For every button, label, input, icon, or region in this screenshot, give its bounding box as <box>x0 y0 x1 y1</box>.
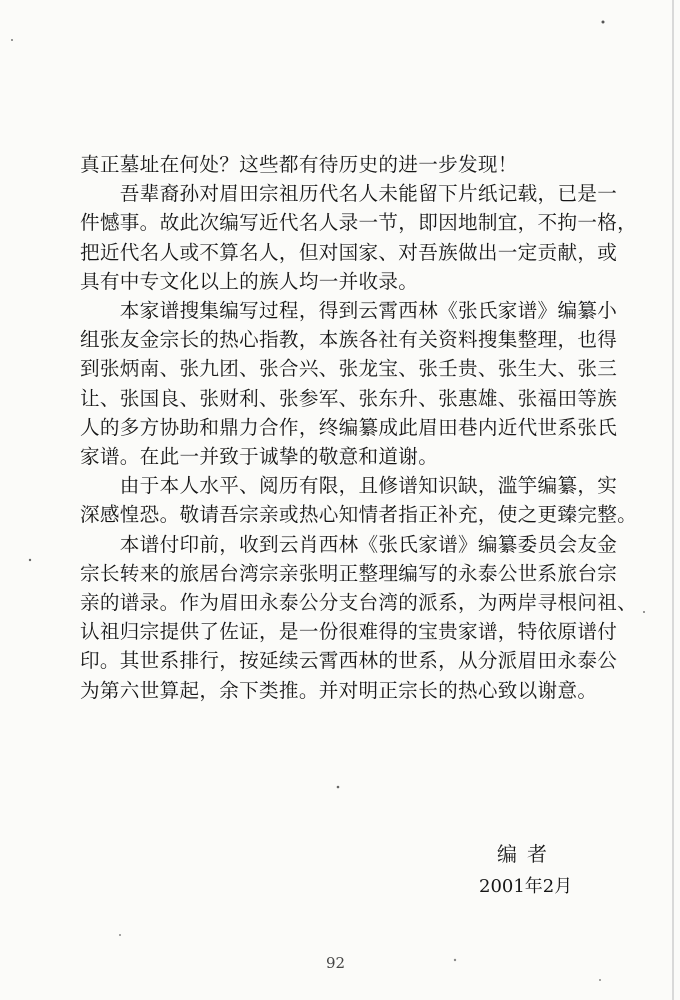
text-line: 认祖归宗提供了佐证，是一份很难得的宝贵家谱，特依原谱付 <box>80 620 618 644</box>
paragraph-1 <box>80 150 660 179</box>
paragraph-4 <box>80 471 660 529</box>
text-line: 吾辈裔孙对眉田宗祖历代名人未能留下片纸记载，已是一 <box>80 182 618 206</box>
date-line: 2001年2月 <box>479 876 573 897</box>
text-line: 件憾事。故此次编写近代名人录一节，即因地制宜，不拘一格， <box>80 211 638 235</box>
paragraph-5 <box>80 530 660 705</box>
text-line: 本谱付印前，收到云肖西林《张氏家谱》编纂委员会友金 <box>80 532 618 556</box>
paragraph-3 <box>80 296 660 471</box>
text-line: 把近代名人或不算名人，但对国家、对吾族做出一定贡献，或 <box>80 240 618 264</box>
text-line: 印。其世系排行，按延续云霄西林的世系，从分派眉田永泰公 <box>80 649 618 673</box>
text-line: 具有中专文化以上的族人均一并收录。 <box>80 269 419 293</box>
text-line: 到张炳南、张九团、张合兴、张龙宝、张壬贵、张生大、张三 <box>80 357 618 381</box>
text-line: 让、张国良、张财利、张参军、张东升、张惠雄、张福田等族 <box>80 386 618 410</box>
body-text <box>80 150 660 705</box>
text-line: 由于本人水平、阅历有限，且修谱知识缺，滥竽编纂，实 <box>80 474 618 498</box>
scan-edge <box>672 0 674 1000</box>
page-number: 92 <box>326 954 346 972</box>
text-line: 家谱。在此一并致于诚挚的敬意和道谢。 <box>80 445 439 469</box>
paragraph-2 <box>80 179 660 296</box>
text-line: 为第六世算起，余下类推。并对明正宗长的热心致以谢意。 <box>80 678 598 702</box>
text-line: 组张友金宗长的热心指教，本族各社有关资料搜集整理，也得 <box>80 328 618 352</box>
text-line: 人的多方协助和鼎力合作，终编纂成此眉田巷内近代世系张氏 <box>80 415 618 439</box>
text-line: 亲的谱录。作为眉田永泰公分支台湾的派系，为两岸寻根问祖、 <box>80 591 638 615</box>
text-line: 本家谱搜集编写过程，得到云霄西林《张氏家谱》编纂小 <box>80 299 618 323</box>
editor-signature: 编者 <box>497 842 557 866</box>
text-line: 宗长转来的旅居台湾宗亲张明正整理编写的永泰公世系旅台宗 <box>80 561 618 585</box>
text-line: 深感惶恐。敬请吾宗亲或热心知情者指正补充，使之更臻完整。 <box>80 503 638 527</box>
text-line: 真正墓址在何处？这些都有待历史的进一步发现！ <box>80 153 518 176</box>
